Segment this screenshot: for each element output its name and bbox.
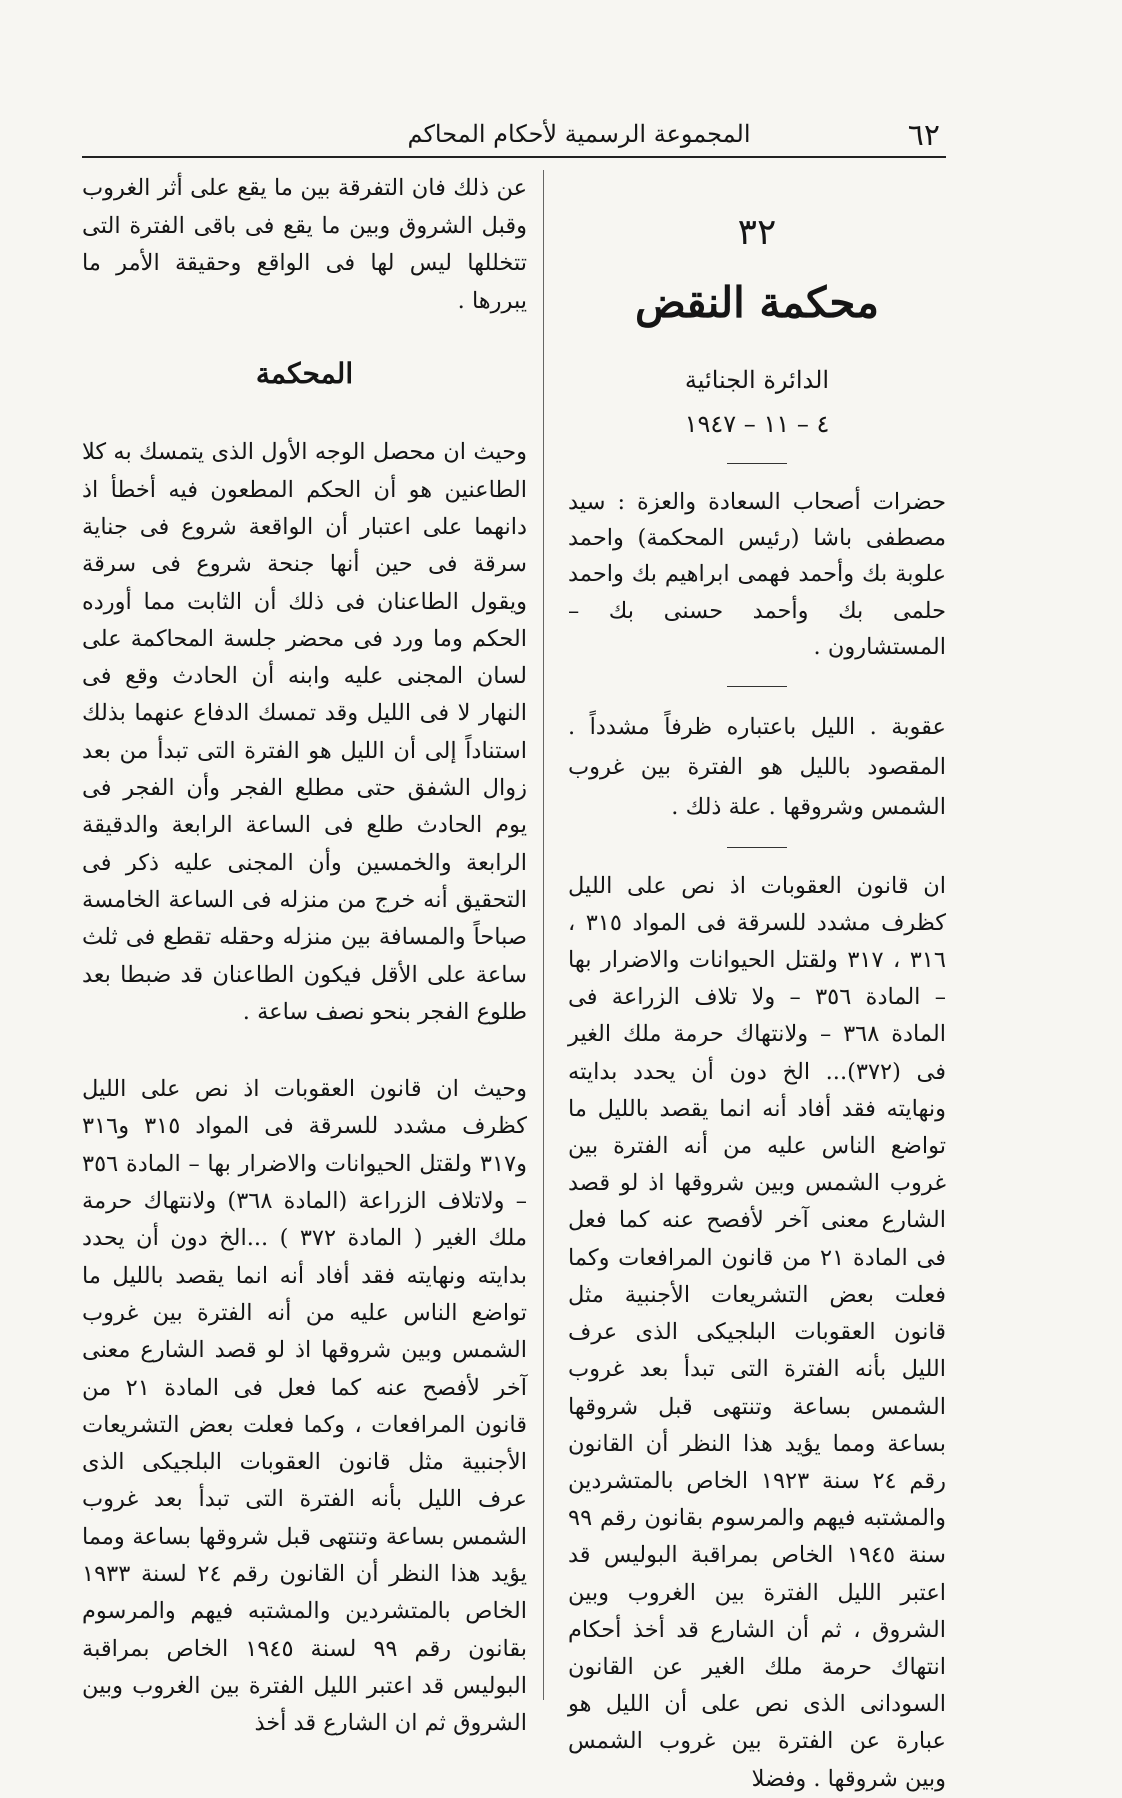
left-column xyxy=(82,170,527,1743)
principle-body: ان قانون العقوبات اذ نص على الليل كظرف مشدد للسرقة فى المواد ٣١٥ ، ٣١٦ ، ٣١٧ ولقتل الحيوانات والاضرار بها – المادة ٣٥٦ – ولا تلاف الزراعة فى المادة ٣٦٨ – ولانتهاك حرمة ملك الغير فى (٣٧٢)... الخ دون أن يحدد بدايته ونهايته فقد أفاد أنه انما يقصد بالليل ما تواضع الناس عليه من أنه الفترة بين غروب الشمس وبين شروقها اذ لو قصد الشارع معنى آخر لأفصح عنه كما فعل فى المادة ٢١ من قانون المرافعات وكما فعلت بعض التشريعات الأجنبية مثل قانون العقوبات البلجيكى الذى عرف الليل بأنه الفترة التى تبدأ بعد غروب الشمس بساعة وتنتهى قبل شروقها بساعة ومما يؤيد هذا النظر أن القانون رقم ٢٤ سنة ١٩٢٣ الخاص بالمتشردين والمشتبه فيهم والمرسوم بقانون رقم ٩٩ سنة ١٩٤٥ الخاص بمراقبة البوليس قد اعتبر الليل الفترة بين الغروب وبين الشروق ، ثم أن الشارع قد أخذ أحكام انتهاك حرمة ملك الغير عن القانون السودانى الذى نص على أن الليل هو عبارة عن الفترة بين غروب الشمس وبين شروقها . وفضلا xyxy=(568,872,947,1792)
judgment-date: ٤ – ١١ – ١٩٤٧ xyxy=(684,410,830,439)
legal-principle-summary: عقوبة . الليل باعتباره ظرفاً مشدداً . المقصود بالليل هو الفترة بين غروب الشمس وشروقها . علة ذلك . xyxy=(568,713,946,820)
column-divider xyxy=(543,170,544,1700)
reasoning-paragraph: وحيث ان قانون العقوبات اذ نص على الليل كظرف مشدد للسرقة فى المواد ٣١٥ و٣١٦ و٣١٧ ولقتل الحيوانات والاضرار بها – المادة ٣٥٦ – ولاتلاف الزراعة (المادة ٣٦٨) ولانتهاك حرمة ملك الغير ( المادة ٣٧٢ ) ...الخ دون أن يحدد بدايته ونهايته فقد أفاد أنه انما يقصد بالليل ما تواضع الناس عليه من أنه الفترة بين غروب الشمس وبين شروقها اذ لو قصد الشارع معنى آخر لأفصح عنه كما فعل فى المادة ٢١ من قانون المرافعات ، وكما فعلت بعض التشريعات الأجنبية مثل قانون العقوبات البلجيكى الذى عرف الليل بأنه الفترة التى تبدأ بعد غروب الشمس بساعة وتنتهى قبل شروقها بساعة ومما يؤيد هذا النظر أن القانون رقم ٢٤ لسنة ١٩٣٣ الخاص بالمتشردين والمشتبه فيهم والمرسوم بقانون رقم ٩٩ لسنة ١٩٤٥ الخاص بمراقبة البوليس قد اعتبر الليل الفترة بين الغروب وبين الشروق ثم ان الشارع قد أخذ xyxy=(82,1076,527,1737)
section-title: المحكمة xyxy=(255,357,354,390)
chamber-name: الدائرة الجنائية xyxy=(684,365,830,394)
court-name: محكمة النقض xyxy=(634,278,880,328)
page-header xyxy=(82,112,946,158)
right-column xyxy=(568,170,946,1798)
continued-paragraph: عن ذلك فان التفرقة بين ما يقع على أثر الغروب وقبل الشروق وبين ما يقع فى باقى الفترة التى تتخللها ليس لها فى الواقع وحقيقة الأمر ما يبررها . xyxy=(82,175,527,314)
case-number: ٣٢ xyxy=(737,212,777,253)
page-number: ٦٢ xyxy=(907,118,940,153)
section-divider xyxy=(727,847,787,848)
reasoning-paragraph: وحيث ان محصل الوجه الأول الذى يتمسك به كلا الطاعنين هو أن الحكم المطعون فيه أخطأ اذ دانهما على اعتبار أن الواقعة شروع فى جناية سرقة فى حين أنها جنحة شروع فى سرقة ويقول الطاعنان فى ذلك أن الثابت مما أورده الحكم وما ورد فى محضر جلسة المحاكمة على لسان المجنى عليه وابنه أن الحادث وقع فى النهار لا فى الليل وقد تمسك الدفاع عنهما بذلك استناداً إلى أن الليل هو الفترة التى تبدأ من بعد زوال الشفق حتى مطلع الفجر وأن الفجر فى يوم الحادث طلع فى الساعة الرابعة والدقيقة الرابعة والخمسين وأن المجنى عليه ذكر فى التحقيق أنه خرج من منزله فى الساعة الخامسة صباحاً والمسافة بين منزله وحقله تقطع فى ثلث ساعة على الأقل فيكون الطاعنان قد ضبطا بعد طلوع الفجر بنحو نصف ساعة . xyxy=(82,439,528,1025)
section-divider xyxy=(727,686,787,687)
bench-composition: حضرات أصحاب السعادة والعزة : سيد مصطفى باشا (رئيس المحكمة) واحمد علوبة بك وأحمد فهمى ابراهيم بك واحمد حلمى بك وأحمد حسنى بك – المستشارون . xyxy=(568,488,946,661)
section-divider xyxy=(727,463,787,464)
running-title: المجموعة الرسمية لأحكام المحاكم xyxy=(407,120,751,148)
